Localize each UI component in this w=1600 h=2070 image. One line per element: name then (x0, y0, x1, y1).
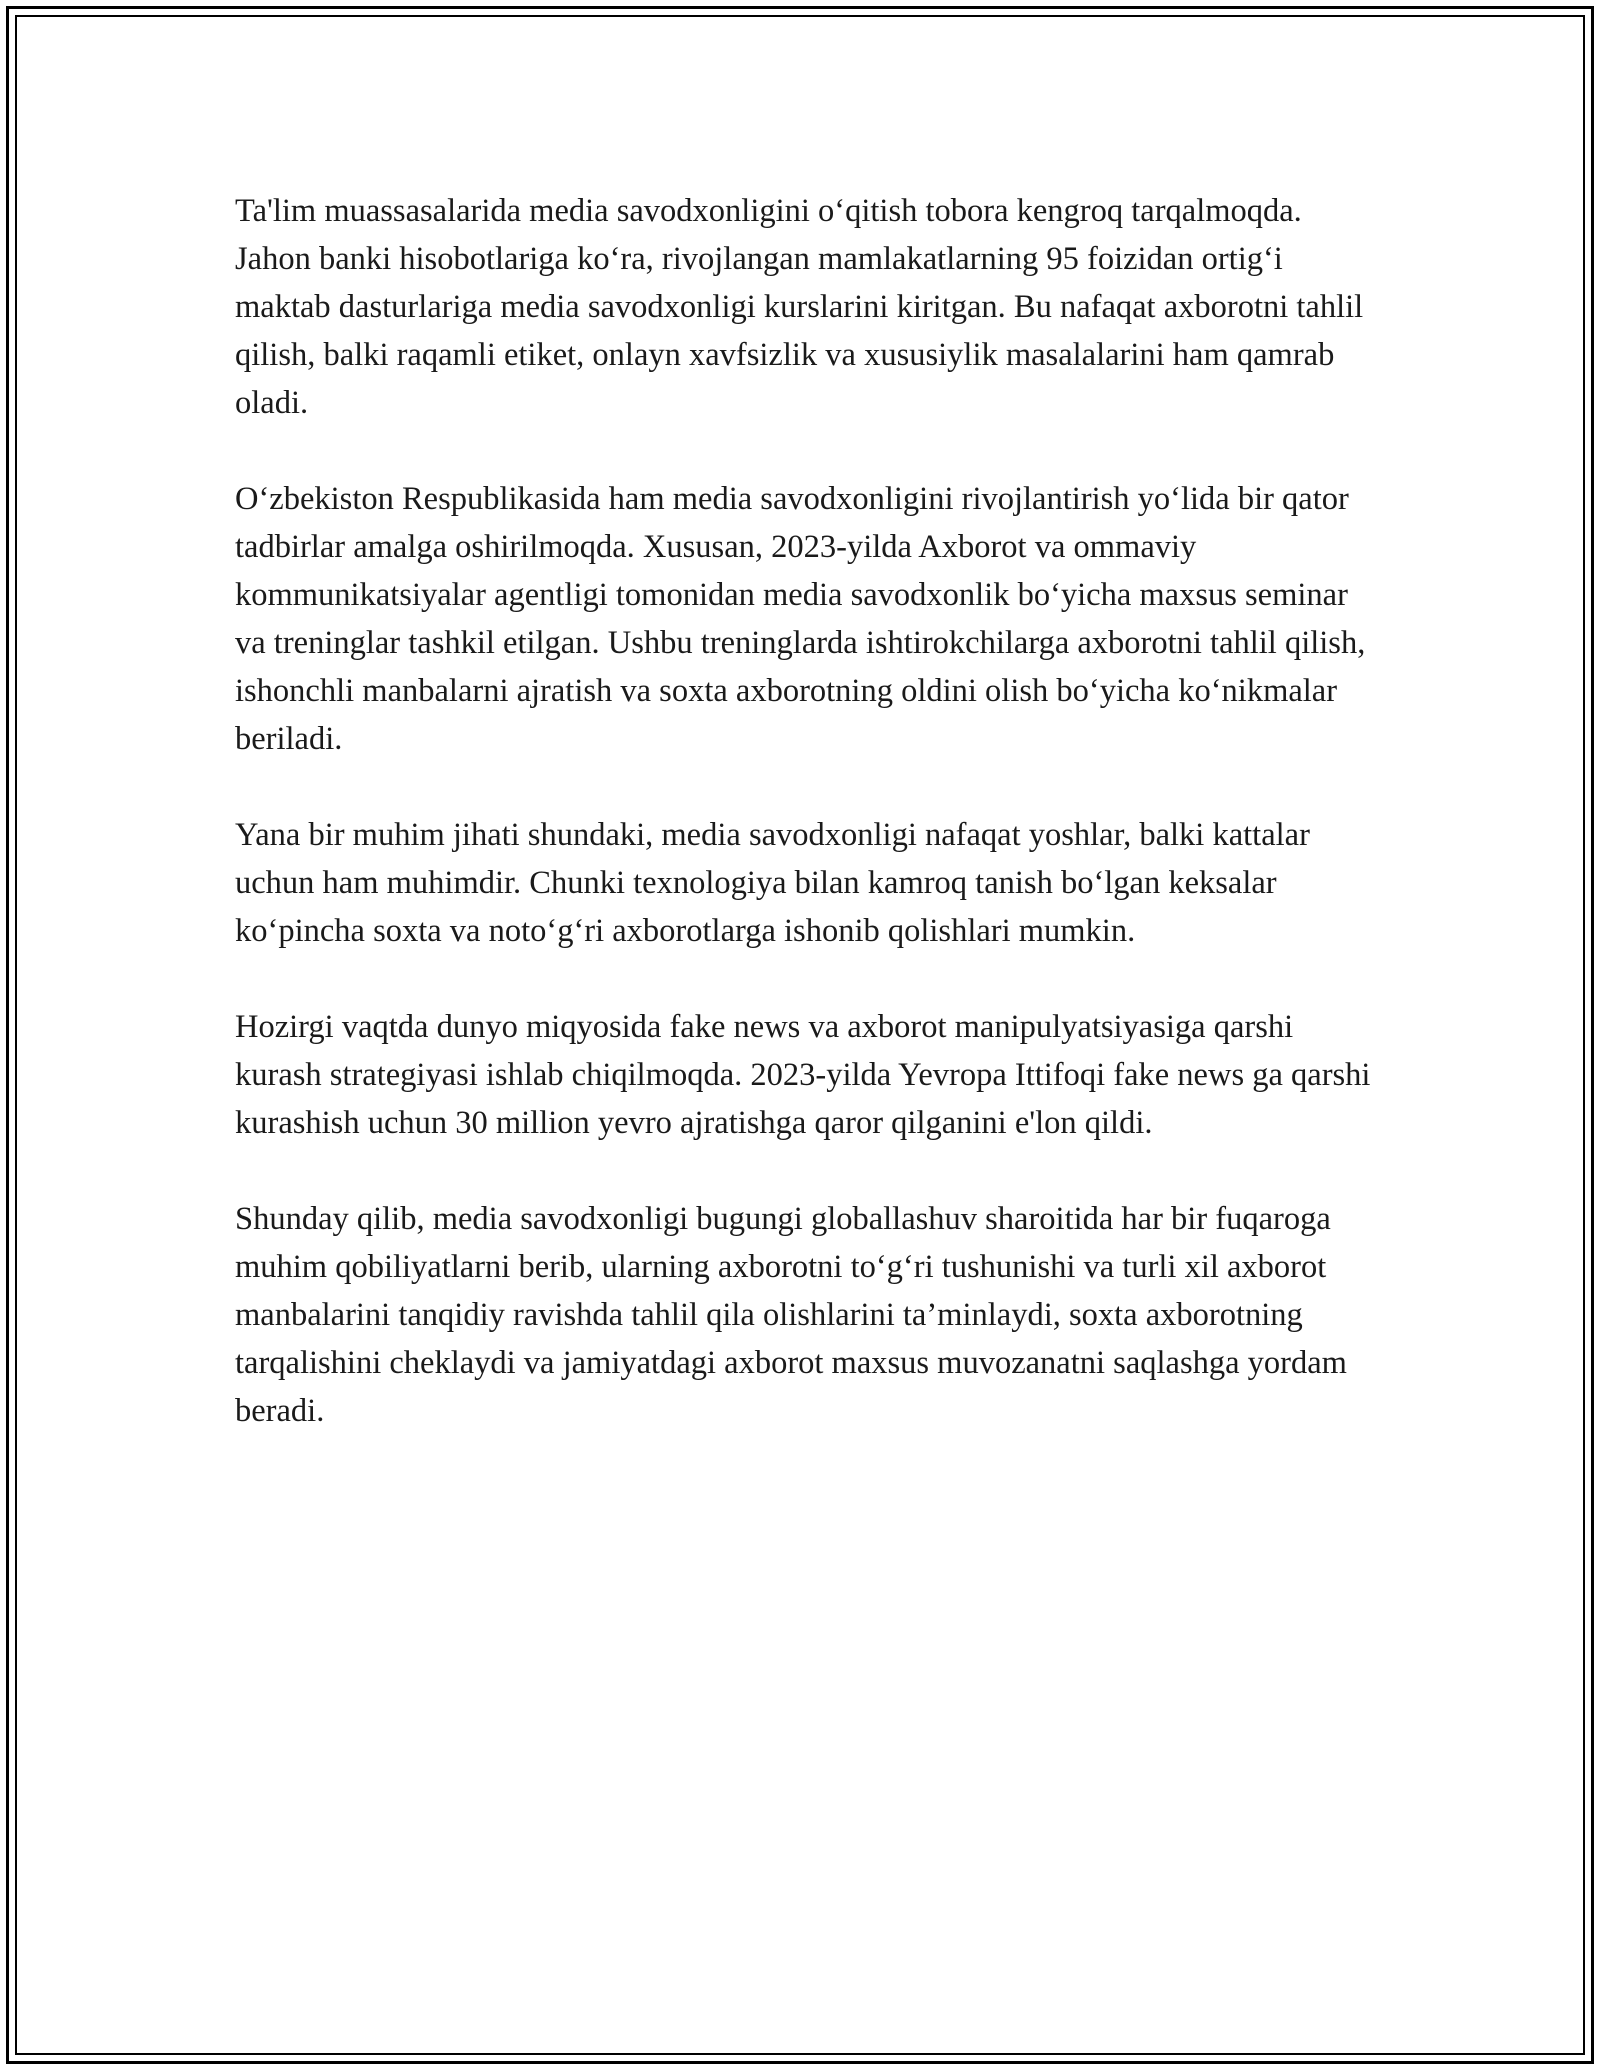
paragraph-1: Ta'lim muassasalarida media savodxonligini o‘qitish tobora kengroq tarqalmoqda. Jahon banki hisobotlariga ko‘ra, rivojlangan mamlakatlarning 95 foizidan ortig‘i maktab dasturlariga media savodxonligi kurslarini kiritgan. Bu nafaqat axborotni tahlil qilish, balki raqamli etiket, onlayn xavfsizlik va xususiylik masalalarini ham qamrab oladi. (235, 193, 1364, 421)
paragraph-4: Hozirgi vaqtda dunyo miqyosida fake news va axborot manipulyatsiyasiga qarshi kurash strategiyasi ishlab chiqilmoqda. 2023-yilda Yevropa Ittifoqi fake news ga qarshi kurashish uchun 30 million yevro ajratishga qaror qilganini e'lon qildi. (235, 1009, 1371, 1141)
paragraph-5: Shunday qilib, media savodxonligi bugungi globallashuv sharoitida har bir fuqaroga muhim qobiliyatlarni berib, ularning axborotni to‘g‘ri tushunishi va turli xil axborot manbalarini tanqidiy ravishda tahlil qila olishlarini ta’minlaydi, soxta axborotning tarqalishini cheklaydi va jamiyatdagi axborot maxsus muvozanatni saqlashga yordam beradi. (235, 1201, 1347, 1429)
paragraph-3: Yana bir muhim jihati shundaki, media savodxonligi nafaqat yoshlar, balki kattalar uchun ham muhimdir. Chunki texnologiya bilan kamroq tanish bo‘lgan keksalar ko‘pincha soxta va noto‘g‘ri axborotlarga ishonib qolishlari mumkin. (235, 817, 1310, 949)
paragraph-2: O‘zbekiston Respublikasida ham media savodxonligini rivojlantirish yo‘lida bir qator tadbirlar amalga oshirilmoqda. Xususan, 2023-yilda Axborot va ommaviy kommunikatsiyalar agentligi tomonidan media savodxonlik bo‘yicha maxsus seminar va treninglar tashkil etilgan. Ushbu treninglarda ishtirokchilarga axborotni tahlil qilish, ishonchli manbalarni ajratish va soxta axborotning oldini olish bo‘yicha ko‘nikmalar beriladi. (235, 481, 1366, 757)
document-body (235, 187, 1375, 1483)
